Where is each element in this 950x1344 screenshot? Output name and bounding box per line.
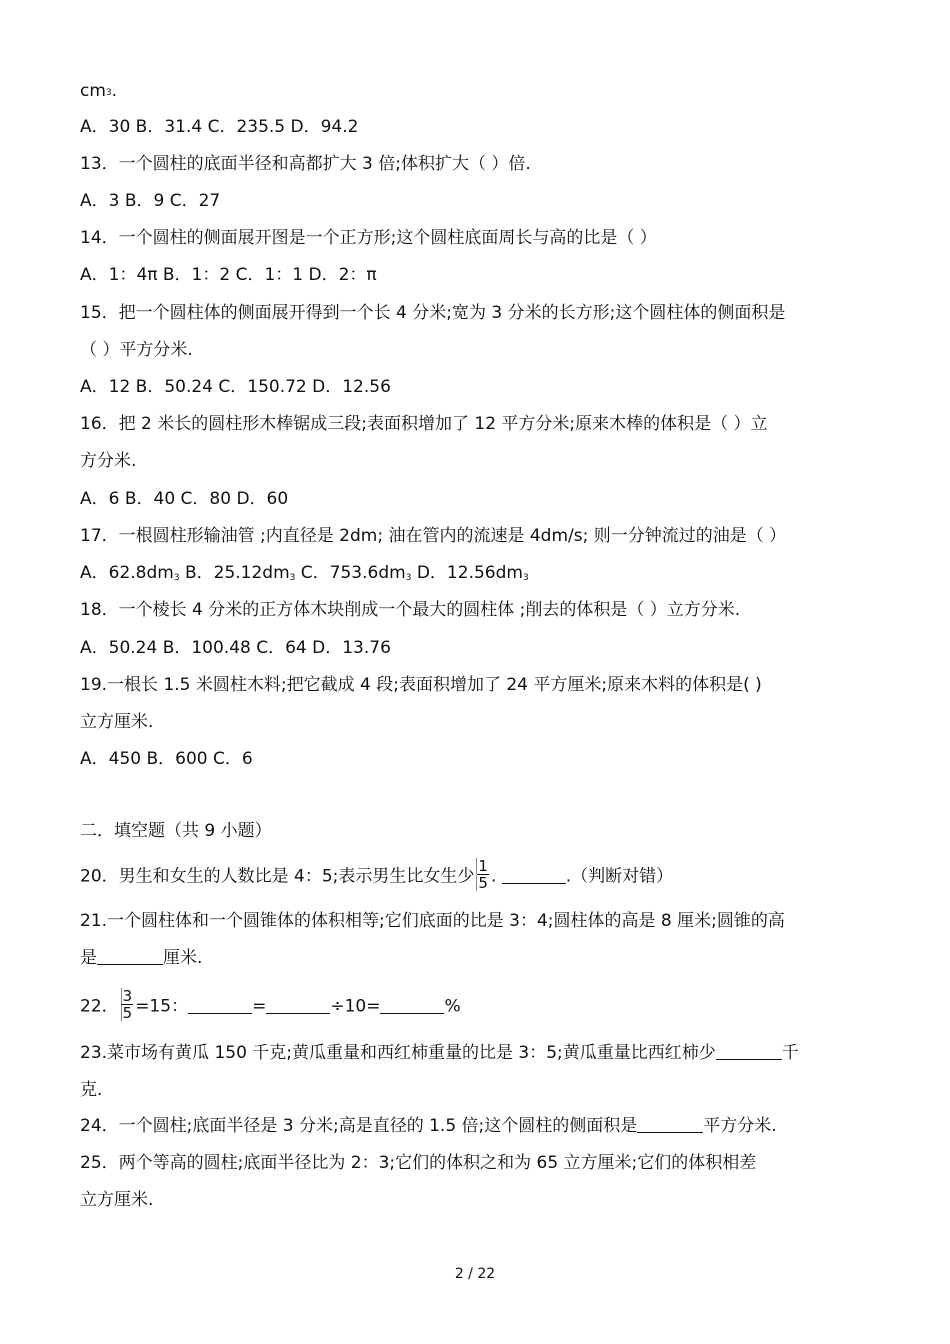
answer-blank[interactable] [380, 997, 444, 1014]
q25-question: 25．两个等高的圆柱;底面半径比为 2：3;它们的体积之和为 65 立方厘米;它们的体积相差 [80, 1153, 757, 1173]
q16-question-cont: 方分米. [80, 451, 137, 471]
unit-text: 厘米. [163, 948, 203, 968]
q19-question-cont: 立方厘米. [80, 712, 154, 732]
q23-text: 23.菜市场有黄瓜 150 千克;黄瓜重量和西红柿重量的比是 3：5;黄瓜重量比西红柿少 [80, 1043, 716, 1063]
answer-blank[interactable] [266, 997, 330, 1014]
q13-options: A．3 B．9 C．27 [80, 191, 221, 211]
q24-question [80, 1115, 777, 1137]
divide-text: ÷10= [330, 996, 381, 1017]
answer-blank[interactable] [637, 1116, 703, 1133]
superscript: 3 [173, 573, 180, 583]
q12-options: A．30 B．31.4 C．235.5 D．94.2 [80, 117, 359, 137]
unit-text: 平方分米. [703, 1116, 777, 1136]
q23-question [80, 1042, 799, 1064]
q24-text: 24．一个圆柱;底面半径是 3 分米;高是直径的 1.5 倍;这个圆柱的侧面积是 [80, 1116, 638, 1136]
q15-question-cont: （ ）平方分米. [80, 340, 193, 360]
q21-text: 是 [80, 948, 97, 968]
q15-options: A．12 B．50.24 C．150.72 D．12.56 [80, 377, 391, 397]
q20-question [80, 857, 674, 893]
page-number: 2 / 22 [454, 1266, 496, 1282]
q19-options: A．450 B．600 C．6 [80, 749, 253, 769]
superscript: 3 [105, 88, 112, 98]
option-d: D．12.56dm [411, 563, 523, 583]
denominator: 5 [122, 1004, 133, 1022]
q25-question-cont: 立方厘米. [80, 1190, 154, 1210]
q22-number: 22． [80, 996, 119, 1017]
answer-blank[interactable] [716, 1043, 782, 1060]
q16-options: A．6 B．40 C．80 D．60 [80, 489, 289, 509]
ratio-text: =15： [135, 996, 189, 1017]
unit-text: 千 [781, 1043, 799, 1063]
answer-blank[interactable] [97, 948, 163, 965]
unit-text: cm [80, 81, 106, 101]
fraction-one-fifth [476, 858, 489, 891]
q18-question: 18．一个棱长 4 分米的正方体木块削成一个最大的圆柱体 ;削去的体积是（ ）立方分米. [80, 600, 741, 620]
q22-question [80, 987, 461, 1023]
period: . [490, 866, 497, 887]
option-c: C．753.6dm [295, 563, 406, 583]
q17-options [80, 562, 529, 587]
period: . [111, 81, 118, 101]
q13-question: 13．一个圆柱的底面半径和高都扩大 3 倍;体积扩大（ ）倍. [80, 154, 531, 174]
q16-question: 16．把 2 米长的圆柱形木棒锯成三段;表面积增加了 12 平方分米;原来木棒的体积是（ ）立 [80, 414, 768, 434]
q21-question-cont [80, 947, 202, 969]
text-line-unit [80, 80, 117, 105]
percent-sign: % [444, 996, 461, 1017]
q17-question: 17．一根圆柱形输油管 ;内直径是 2dm; 油在管内的流速是 4dm/s; 则一分钟流过的油是（ ） [80, 526, 787, 546]
answer-blank[interactable] [188, 997, 252, 1014]
q14-options: A．1：4π B．1：2 C．1：1 D．2：π [80, 265, 377, 285]
superscript: 3 [522, 573, 529, 583]
fraction-three-fifths [121, 988, 134, 1021]
superscript: 3 [405, 573, 412, 583]
section-heading: 二．填空题（共 9 小题） [80, 821, 272, 841]
q15-question: 15．把一个圆柱体的侧面展开得到一个长 4 分米;宽为 3 分米的长方形;这个圆柱体的侧面积是 [80, 303, 786, 323]
answer-blank[interactable] [502, 867, 566, 884]
option-b: B．25.12dm [179, 563, 290, 583]
denominator: 5 [478, 874, 488, 892]
q23-question-cont: 克. [80, 1080, 103, 1100]
q21-question: 21.一个圆柱体和一个圆锥体的体积相等;它们底面的比是 3：4;圆柱体的高是 8 厘米;圆锥的高 [80, 911, 785, 931]
numerator: 1 [478, 857, 488, 875]
judge-note: .（判断对错） [565, 866, 674, 887]
equals: = [252, 996, 267, 1017]
q19-question: 19.一根长 1.5 米圆柱木料;把它截成 4 段;表面积增加了 24 平方厘米;原来木料的体积是( ) [80, 675, 762, 695]
superscript: 3 [289, 573, 296, 583]
q18-options: A．50.24 B．100.48 C．64 D．13.76 [80, 638, 391, 658]
q14-question: 14．一个圆柱的侧面展开图是一个正方形;这个圆柱底面周长与高的比是（ ） [80, 228, 657, 248]
q20-text: 20．男生和女生的人数比是 4：5;表示男生比女生少 [80, 866, 475, 887]
option-a: A．62.8dm [80, 563, 174, 583]
numerator: 3 [122, 987, 133, 1005]
